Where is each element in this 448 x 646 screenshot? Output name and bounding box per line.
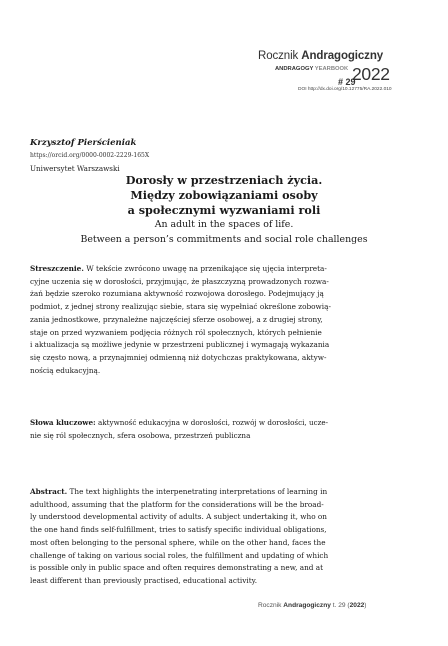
abstract-pl-line: nością edukacyjną. xyxy=(30,365,101,375)
abstract-en-line: adulthood, assuming that the platform for the considerations will be the broad- xyxy=(30,499,324,509)
abstract-pl-text: W tekście zwrócono uwagę na przenikające się ujęcia interpreta- xyxy=(83,264,327,273)
page-footer xyxy=(258,602,367,609)
abstract-pl-line: podmiot, z jednej strony realizując siebie, stara się wypełniać określone zobowią- xyxy=(30,302,331,312)
doi-link[interactable]: DOI http://dx.doi.org/10.12775/RA.2022.010 xyxy=(298,87,392,92)
keywords-label: Słowa kluczowe: xyxy=(30,418,96,427)
abstract-pl-line: staje on przed wyzwaniem podjęcia różnych ról społecznych, których pełnienie xyxy=(30,327,322,337)
journal-name-plain: Rocznik xyxy=(258,50,302,62)
footer-journal-plain: Rocznik xyxy=(258,602,284,609)
abstract-pl-label: Streszczenie. xyxy=(30,264,84,273)
abstract-pl-line: cyjne uczenia się w dorosłości, przyjmując, że płaszczyzną prowadzonych rozwa- xyxy=(30,276,329,286)
keywords-polish xyxy=(30,417,418,442)
journal-subline xyxy=(275,66,348,72)
abstract-en-line: ly understood developmental activity of adults. A subject undertaking it, who on xyxy=(30,512,328,522)
abstract-pl-line: żań będzie szeroko rozumiana aktywność rozwojowa dorosłego. Podejmujący ją xyxy=(30,289,324,299)
title-en-line: Between a person’s commitments and social role challenges xyxy=(80,233,368,245)
journal-number: # 29 xyxy=(338,77,356,87)
keywords-text: aktywność edukacyjna w dorosłości, rozwój w dorosłości, ucze- xyxy=(95,418,329,427)
journal-title xyxy=(258,50,383,62)
journal-name-bold: Andragogiczny xyxy=(301,50,384,62)
abstract-en-line xyxy=(30,486,418,499)
abstract-en-label-suffix: . xyxy=(64,487,68,496)
journal-subline-bold: ANDRAGOGY xyxy=(275,66,314,72)
abstract-en-line: is possible only in public space and often requires demonstrating a new, and at xyxy=(30,563,324,573)
orcid-link[interactable]: https://orcid.org/0000-0002-2229-165X xyxy=(30,152,150,159)
footer-issue: t. 29 ( xyxy=(330,602,350,609)
abstract-polish xyxy=(30,263,418,377)
abstract-en-line: challenge of taking on various social roles, the fulfillment and updating of which xyxy=(30,550,329,560)
abstract-en-line: most often belonging to the personal sphere, while on the other hand, faces the xyxy=(30,537,326,547)
title-english xyxy=(20,218,428,247)
abstract-en-label: Abstract xyxy=(30,487,65,496)
abstract-english xyxy=(30,486,418,588)
abstract-pl-line: zania jednostkowe, przynależne najczęściej sferze osobowej, a z drugiej strony, xyxy=(30,314,323,324)
abstract-pl-line xyxy=(30,263,418,276)
title-pl-line: Między zobowiązaniami osoby xyxy=(130,187,318,202)
abstract-pl-line: się często nową, a przynajmniej odmienną niż dotychczas praktykowana, aktyw- xyxy=(30,352,327,362)
title-pl-line: Dorosły w przestrzeniach życia. xyxy=(125,173,323,187)
keywords-line xyxy=(30,417,418,430)
footer-close: ) xyxy=(364,602,367,609)
title-pl-line: a społecznymi wyzwaniami roli xyxy=(127,202,321,217)
author-affiliation: Uniwersytet Warszawski xyxy=(30,164,120,173)
title-en-line: An adult in the spaces of life. xyxy=(154,219,294,230)
journal-year: 2022 xyxy=(352,64,390,84)
abstract-en-line: least different than previously practised, educational activity. xyxy=(30,575,258,585)
title-polish xyxy=(20,173,428,217)
abstract-en-text: The text highlights the interpenetrating interpretations of learning in xyxy=(67,487,328,496)
author-name: Krzysztof Pierścieniak xyxy=(30,138,137,148)
abstract-en-line: the one hand finds self-fulfillment, tries to satisfy specific individual obligations, xyxy=(30,525,327,535)
footer-journal-bold: Andragogiczny xyxy=(283,602,331,609)
abstract-pl-line: i aktualizacja są możliwe jedynie w przestrzeni publicznej i wymagają wykazania xyxy=(30,340,330,350)
journal-subline-gray: YEARBOOK xyxy=(313,66,349,72)
footer-year: 2022 xyxy=(349,602,365,609)
keywords-line: nie się ról społecznych, sfera osobowa, przestrzeń publiczna xyxy=(30,430,251,440)
